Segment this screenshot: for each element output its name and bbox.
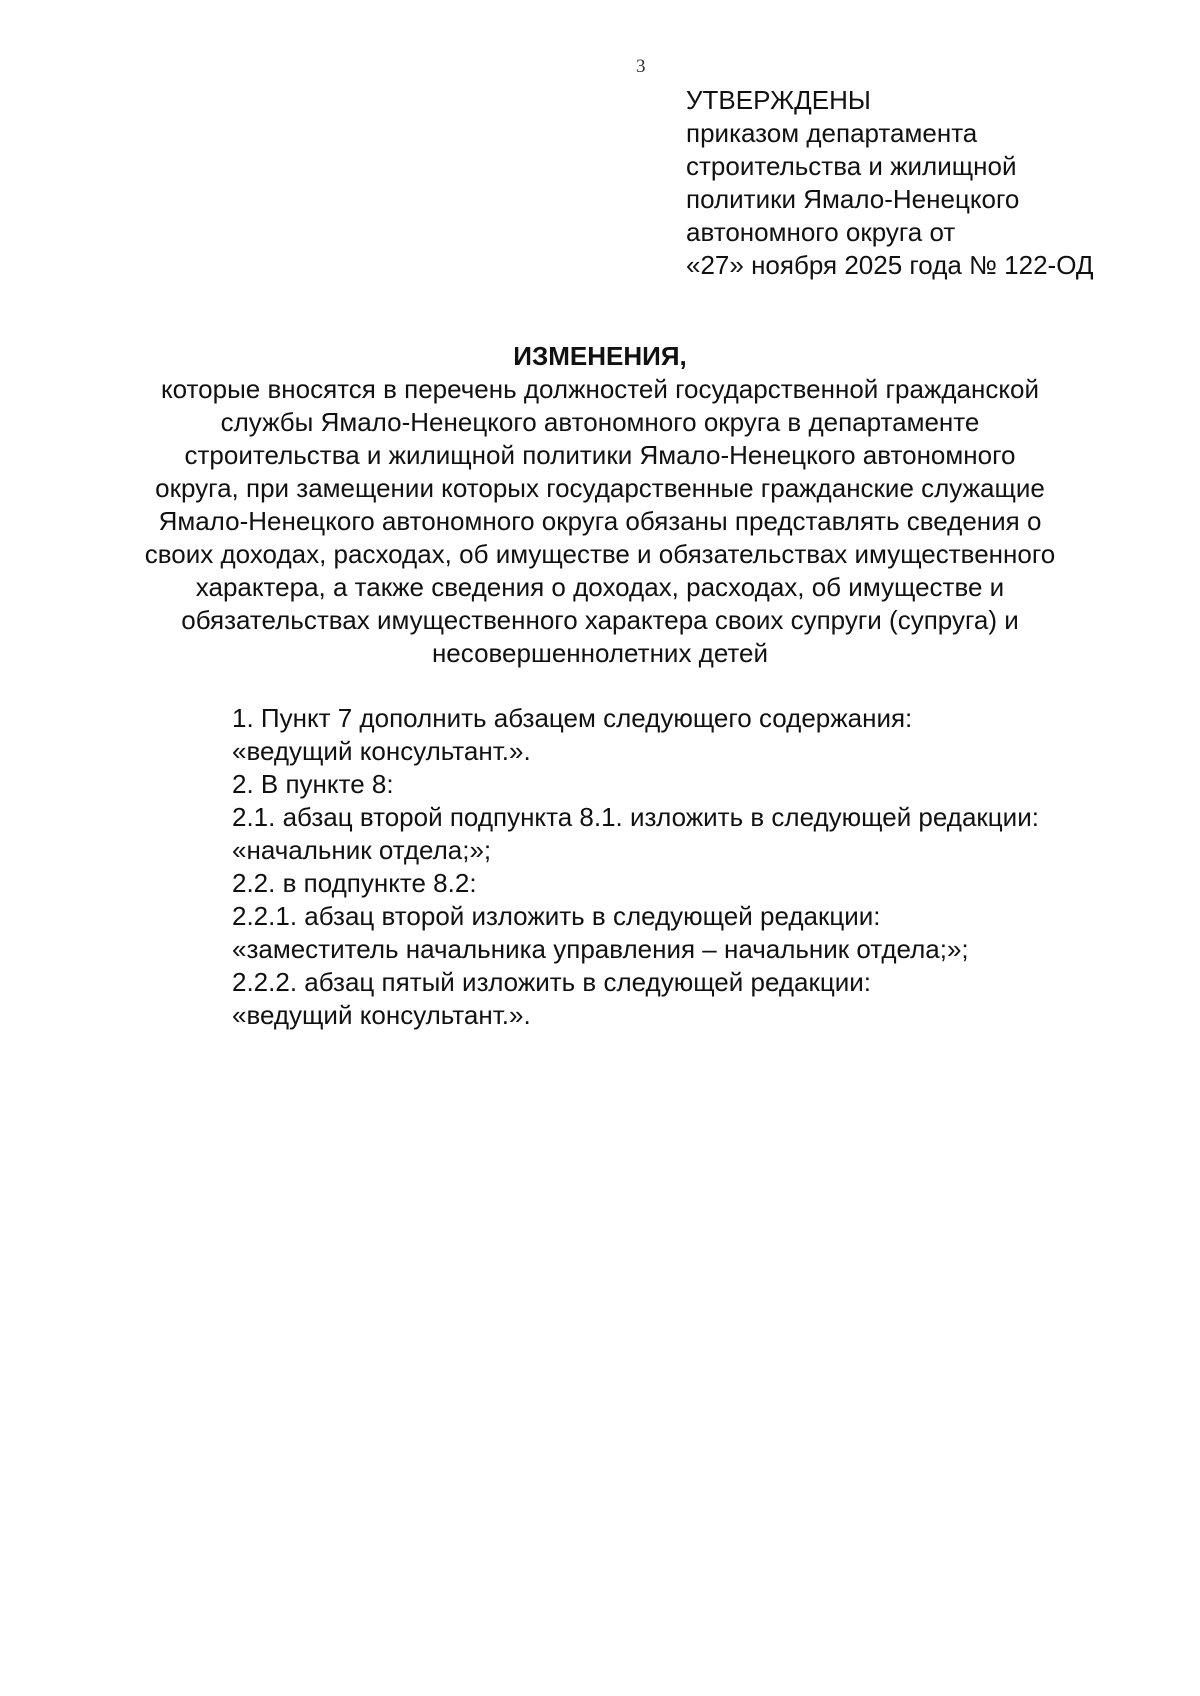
changes-list — [232, 702, 1039, 1032]
approval-line: политики Ямало-Ненецкого — [686, 184, 1020, 214]
change-item: «заместитель начальника управления – начальник отдела;»; — [232, 934, 969, 964]
subtitle-line: обязательствах имущественного характера своих супруги (супруга) и — [181, 605, 1019, 635]
subtitle-line: строительства и жилищной политики Ямало-Ненецкого автономного — [184, 440, 1016, 470]
subtitle-line: Ямало-Ненецкого автономного округа обязаны представлять сведения о — [158, 506, 1042, 536]
document-title: ИЗМЕНЕНИЯ, — [513, 341, 687, 371]
change-item: «ведущий консультант.». — [232, 736, 531, 766]
change-item: 1. Пункт 7 дополнить абзацем следующего содержания: — [232, 703, 913, 733]
approval-order-date: «27» ноября 2025 года № 122-ОД — [686, 250, 1094, 280]
change-item: 2.2. в подпункте 8.2: — [232, 868, 477, 898]
approval-title: УТВЕРЖДЕНЫ — [686, 85, 871, 115]
change-item: «начальник отдела;»; — [232, 835, 492, 865]
approval-line: автономного округа от — [686, 217, 956, 247]
document-heading — [100, 340, 1100, 670]
subtitle-line: своих доходах, расходах, об имуществе и обязательствах имущественного — [144, 539, 1056, 569]
change-item: 2.1. абзац второй подпункта 8.1. изложить в следующей редакции: — [232, 802, 1039, 832]
approval-line: приказом департамента — [686, 118, 978, 148]
subtitle-line: которые вносятся в перечень должностей государственной гражданской — [161, 374, 1039, 404]
change-item: 2. В пункте 8: — [232, 769, 394, 799]
page-number: 3 — [636, 56, 646, 77]
subtitle-line: службы Ямало-Ненецкого автономного округа в департаменте — [220, 407, 980, 437]
subtitle-line: несовершеннолетних детей — [431, 638, 769, 668]
change-item: «ведущий консультант.». — [232, 1000, 531, 1030]
subtitle-line: округа, при замещении которых государственные гражданские служащие — [155, 473, 1045, 503]
change-item: 2.2.2. абзац пятый изложить в следующей редакции: — [232, 967, 872, 997]
approval-stamp — [686, 84, 1093, 282]
change-item: 2.2.1. абзац второй изложить в следующей редакции: — [232, 901, 881, 931]
document-subtitle — [100, 373, 1100, 670]
subtitle-line: характера, а также сведения о доходах, расходах, об имуществе и — [195, 572, 1005, 602]
approval-line: строительства и жилищной — [686, 151, 1017, 181]
